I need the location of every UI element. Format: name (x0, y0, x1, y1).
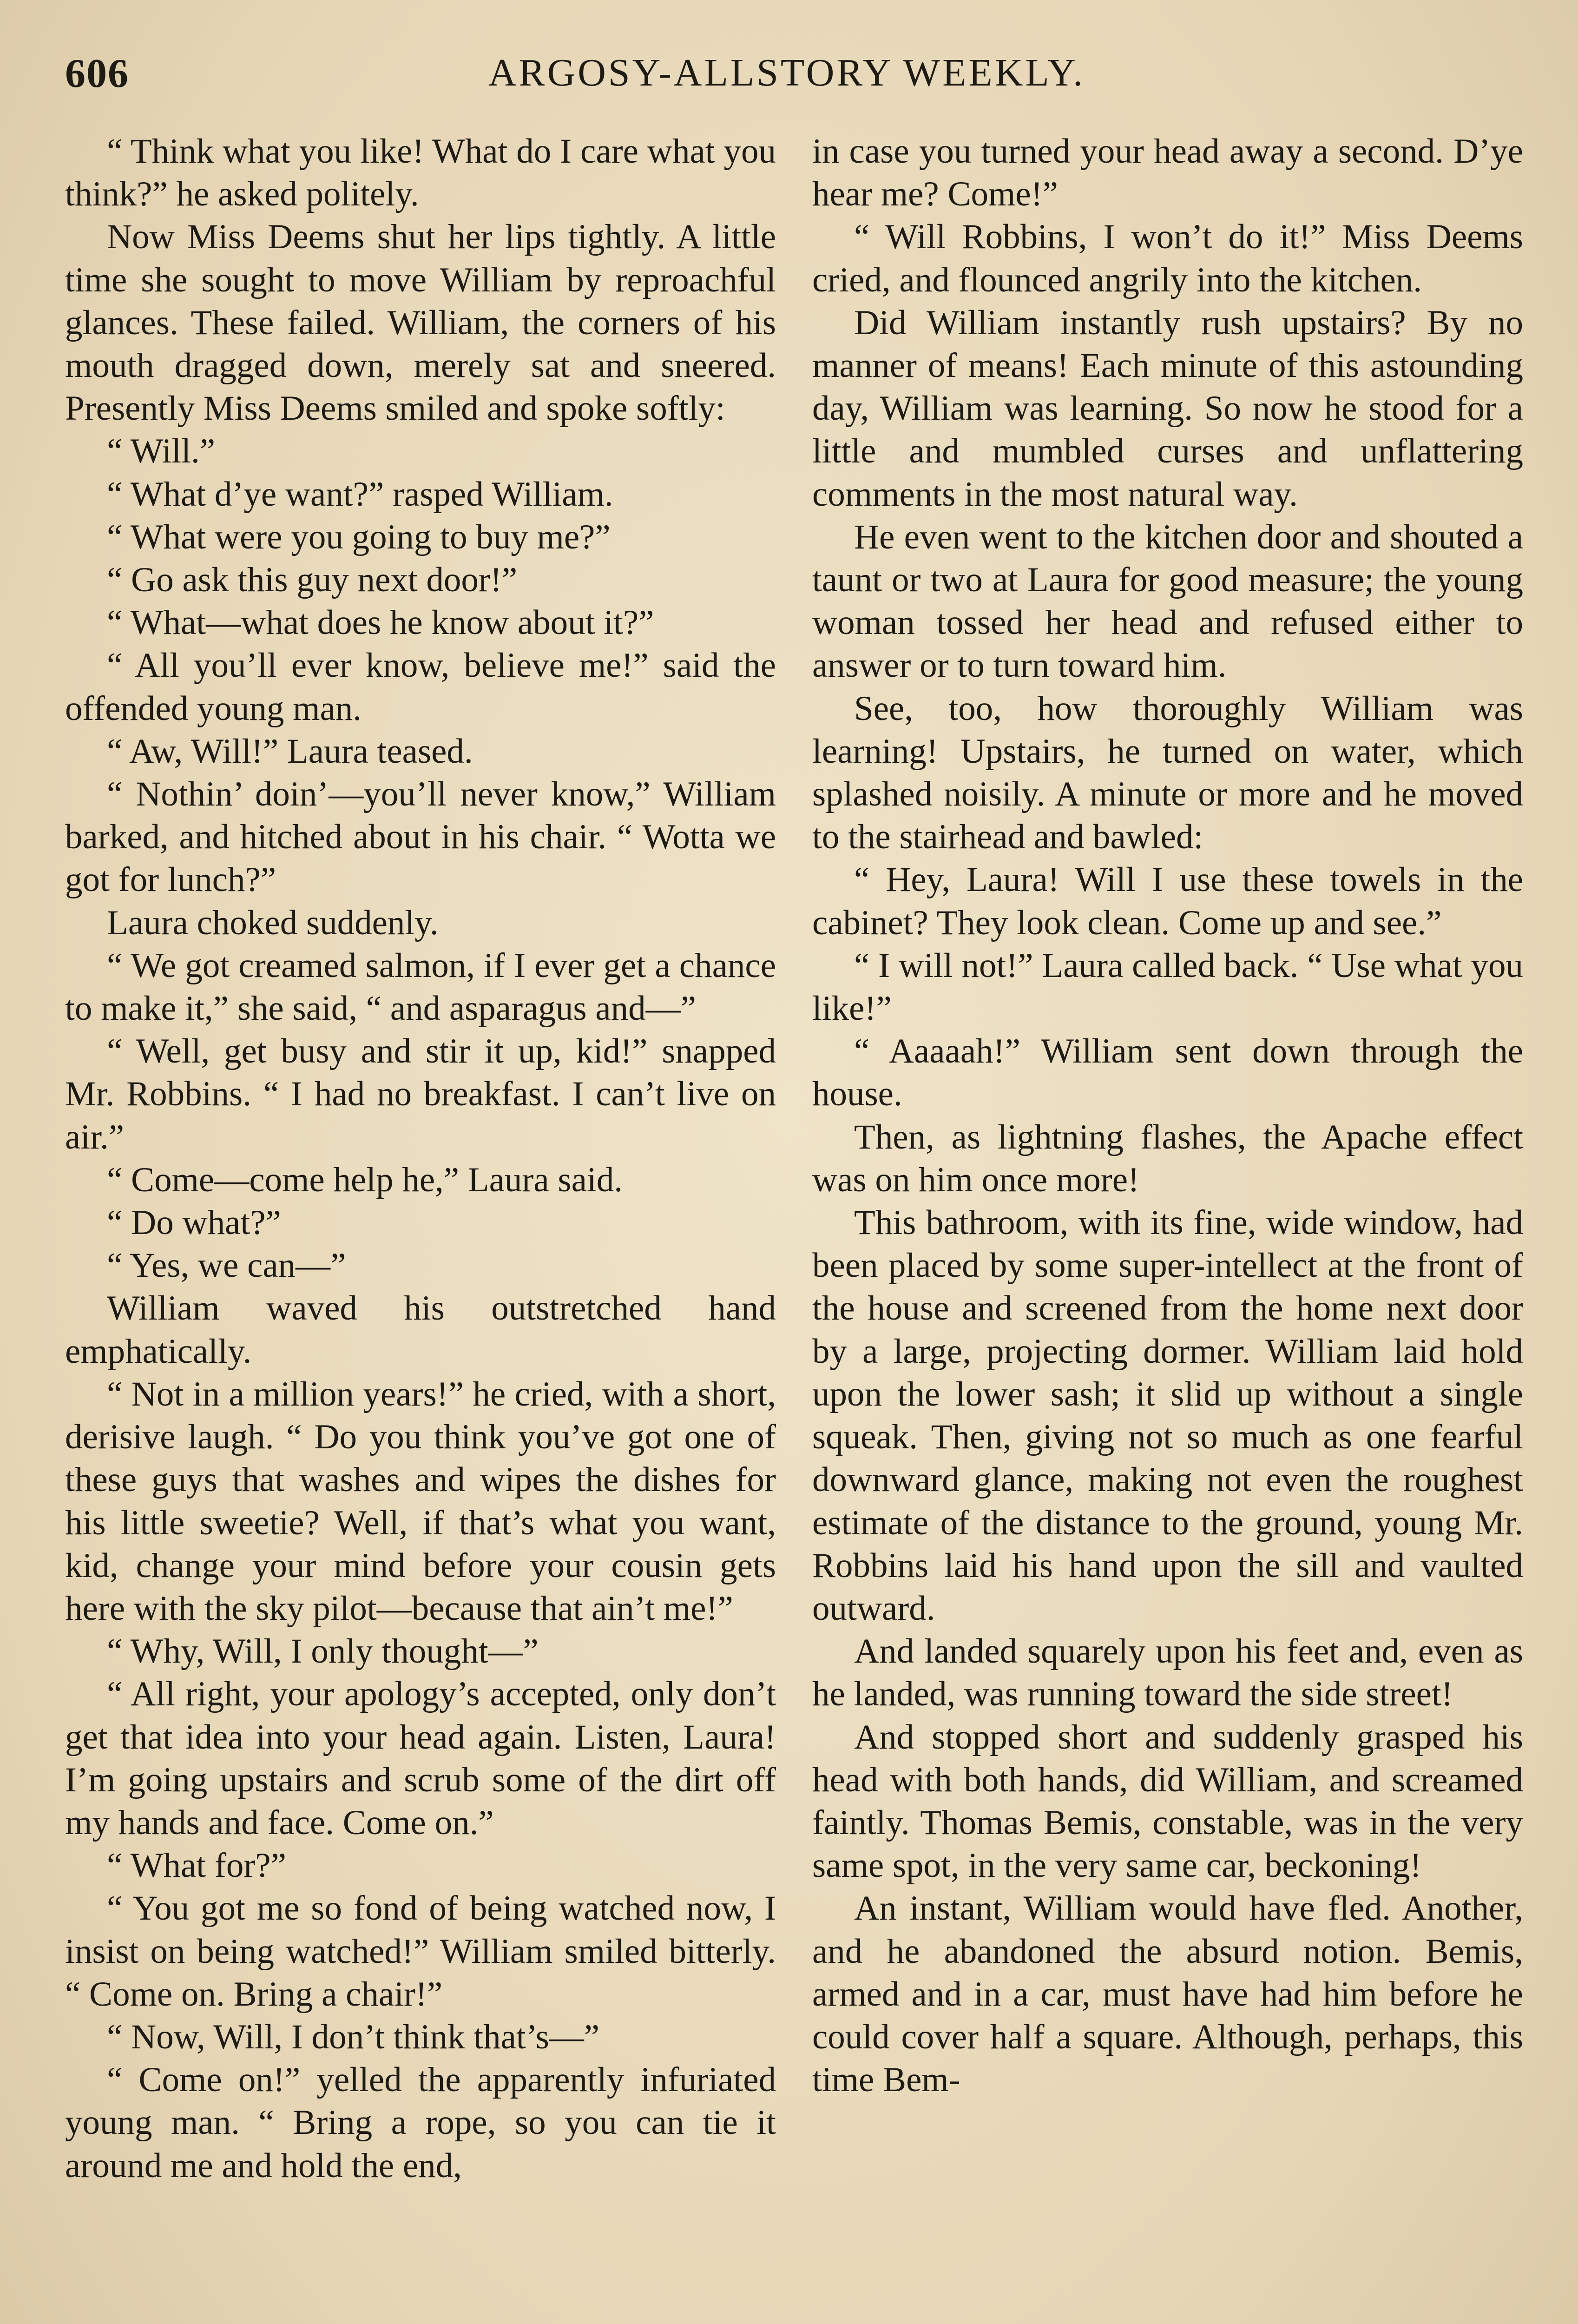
paragraph: “ Why, Will, I only thought—” (107, 1632, 539, 1671)
paragraph: in case you turned your head away a second. D’ye hear me? Come!” (812, 132, 1523, 214)
paragraph: “ Now, Will, I don’t think that’s—” (107, 2017, 600, 2056)
running-head: ARGOSY-ALLSTORY WEEKLY. (488, 51, 1085, 94)
paragraph: This bathroom, with its fine, wide window, had been placed by some super-intellect at the front of the house and screened from the home next door by a large, projecting dormer. William laid hold upon the lower sash; it slid up without a single squeak. Then, giving not so much as one fearful downward glance, making not even the roughest estimate of the distance to the ground, young Mr. Robbins laid his hand upon the sill and vaulted outward. (812, 1203, 1523, 1628)
paragraph: “ Not in a million years!” he cried, with a short, derisive laugh. “ Do you think you’ve got one of these guys that washes and wipes the dishes for his little sweetie? Well, if that’s what you want, kid, change your mind before your cousin gets here with the sky pilot—because that ain’t me!” (65, 1374, 776, 1628)
paragraph: Did William instantly rush upstairs? By no manner of means! Each minute of this astounding day, William was learning. So now he stood for a little and mumbled curses and unflattering comments in the most natural way. (812, 303, 1523, 514)
paragraph: “ Aw, Will!” Laura teased. (107, 732, 473, 771)
paragraph: Now Miss Deems shut her lips tightly. A little time she sought to move William by reproachful glances. These failed. William, the corners of his mouth dragged down, merely sat and sneered. Presently Miss Deems smiled and spoke softly: (65, 218, 776, 428)
paragraph: “ You got me so fond of being watched now, I insist on being watched!” William smiled bitterly. “ Come on. Bring a chair!” (65, 1889, 776, 2014)
paragraph: “ Yes, we can—” (107, 1246, 346, 1285)
paragraph: And stopped short and suddenly grasped his head with both hands, did William, and screamed faintly. Thomas Bemis, constable, was in the very same spot, in the very same car, beckoning! (812, 1717, 1523, 1885)
paragraph: “ Will Robbins, I won’t do it!” Miss Deems cried, and flounced angrily into the kitchen. (812, 218, 1523, 299)
page-number: 606 (65, 51, 129, 96)
paragraph: “ Go ask this guy next door!” (107, 561, 518, 600)
paragraph: See, too, how thoroughly William was learning! Upstairs, he turned on water, which splashed noisily. A minute or more and he moved to the stairhead and bawled: (812, 689, 1523, 857)
paragraph: “ Come—come help he,” Laura said. (107, 1160, 623, 1199)
paragraph: “ I will not!” Laura called back. “ Use what you like!” (812, 946, 1523, 1028)
paragraph: “ What for?” (107, 1846, 286, 1885)
paragraph: “ What were you going to buy me?” (107, 517, 611, 556)
text-column-left (65, 130, 776, 2324)
paragraph: “ All right, your apology’s accepted, only don’t get that idea into your head again. Listen, Laura! I’m going upstairs and scrub some of the dirt off my hands and face. Come on.” (65, 1675, 776, 1842)
paragraph: William waved his outstretched hand emphatically. (65, 1289, 776, 1371)
paragraph: “ Well, get busy and stir it up, kid!” snapped Mr. Robbins. “ I had no breakfast. I can’t live on air.” (65, 1032, 776, 1156)
paragraph: And landed squarely upon his feet and, even as he landed, was running toward the side street! (812, 1632, 1523, 1714)
paragraph: “ Do what?” (107, 1203, 281, 1242)
paragraph: “ Hey, Laura! Will I use these towels in the cabinet? They look clean. Come up and see.” (812, 860, 1523, 942)
paragraph: “ We got creamed salmon, if I ever get a chance to make it,” she said, “ and asparagus and—” (65, 946, 776, 1028)
paragraph: “ All you’ll ever know, believe me!” said the offended young man. (65, 646, 776, 728)
text-column-right (812, 130, 1523, 2324)
paragraph: “ Come on!” yelled the apparently infuriated young man. “ Bring a rope, so you can tie it around me and hold the end, (65, 2060, 776, 2185)
paragraph: “ Will.” (107, 432, 216, 471)
page-header (65, 50, 1508, 101)
paragraph: “ Aaaaah!” William sent down through the house. (812, 1032, 1523, 1114)
paragraph: He even went to the kitchen door and shouted a taunt or two at Laura for good measure; the young woman tossed her head and refused either to answer or to turn toward him. (812, 517, 1523, 685)
paragraph: “ What—what does he know about it?” (107, 603, 654, 642)
paragraph: An instant, William would have fled. Another, and he abandoned the absurd notion. Bemis, armed and in a car, must have had him before he could cover half a square. Although, perhaps, this time Bem- (812, 1889, 1523, 2100)
paragraph: Then, as lightning flashes, the Apache effect was on him once more! (812, 1117, 1523, 1199)
paragraph: “ Think what you like! What do I care what you think?” he asked politely. (65, 132, 776, 214)
paragraph: Laura choked suddenly. (107, 903, 439, 942)
paragraph: “ Nothin’ doin’—you’ll never know,” William barked, and hitched about in his chair. “ Wotta we got for lunch?” (65, 775, 776, 899)
paragraph: “ What d’ye want?” rasped William. (107, 475, 613, 514)
